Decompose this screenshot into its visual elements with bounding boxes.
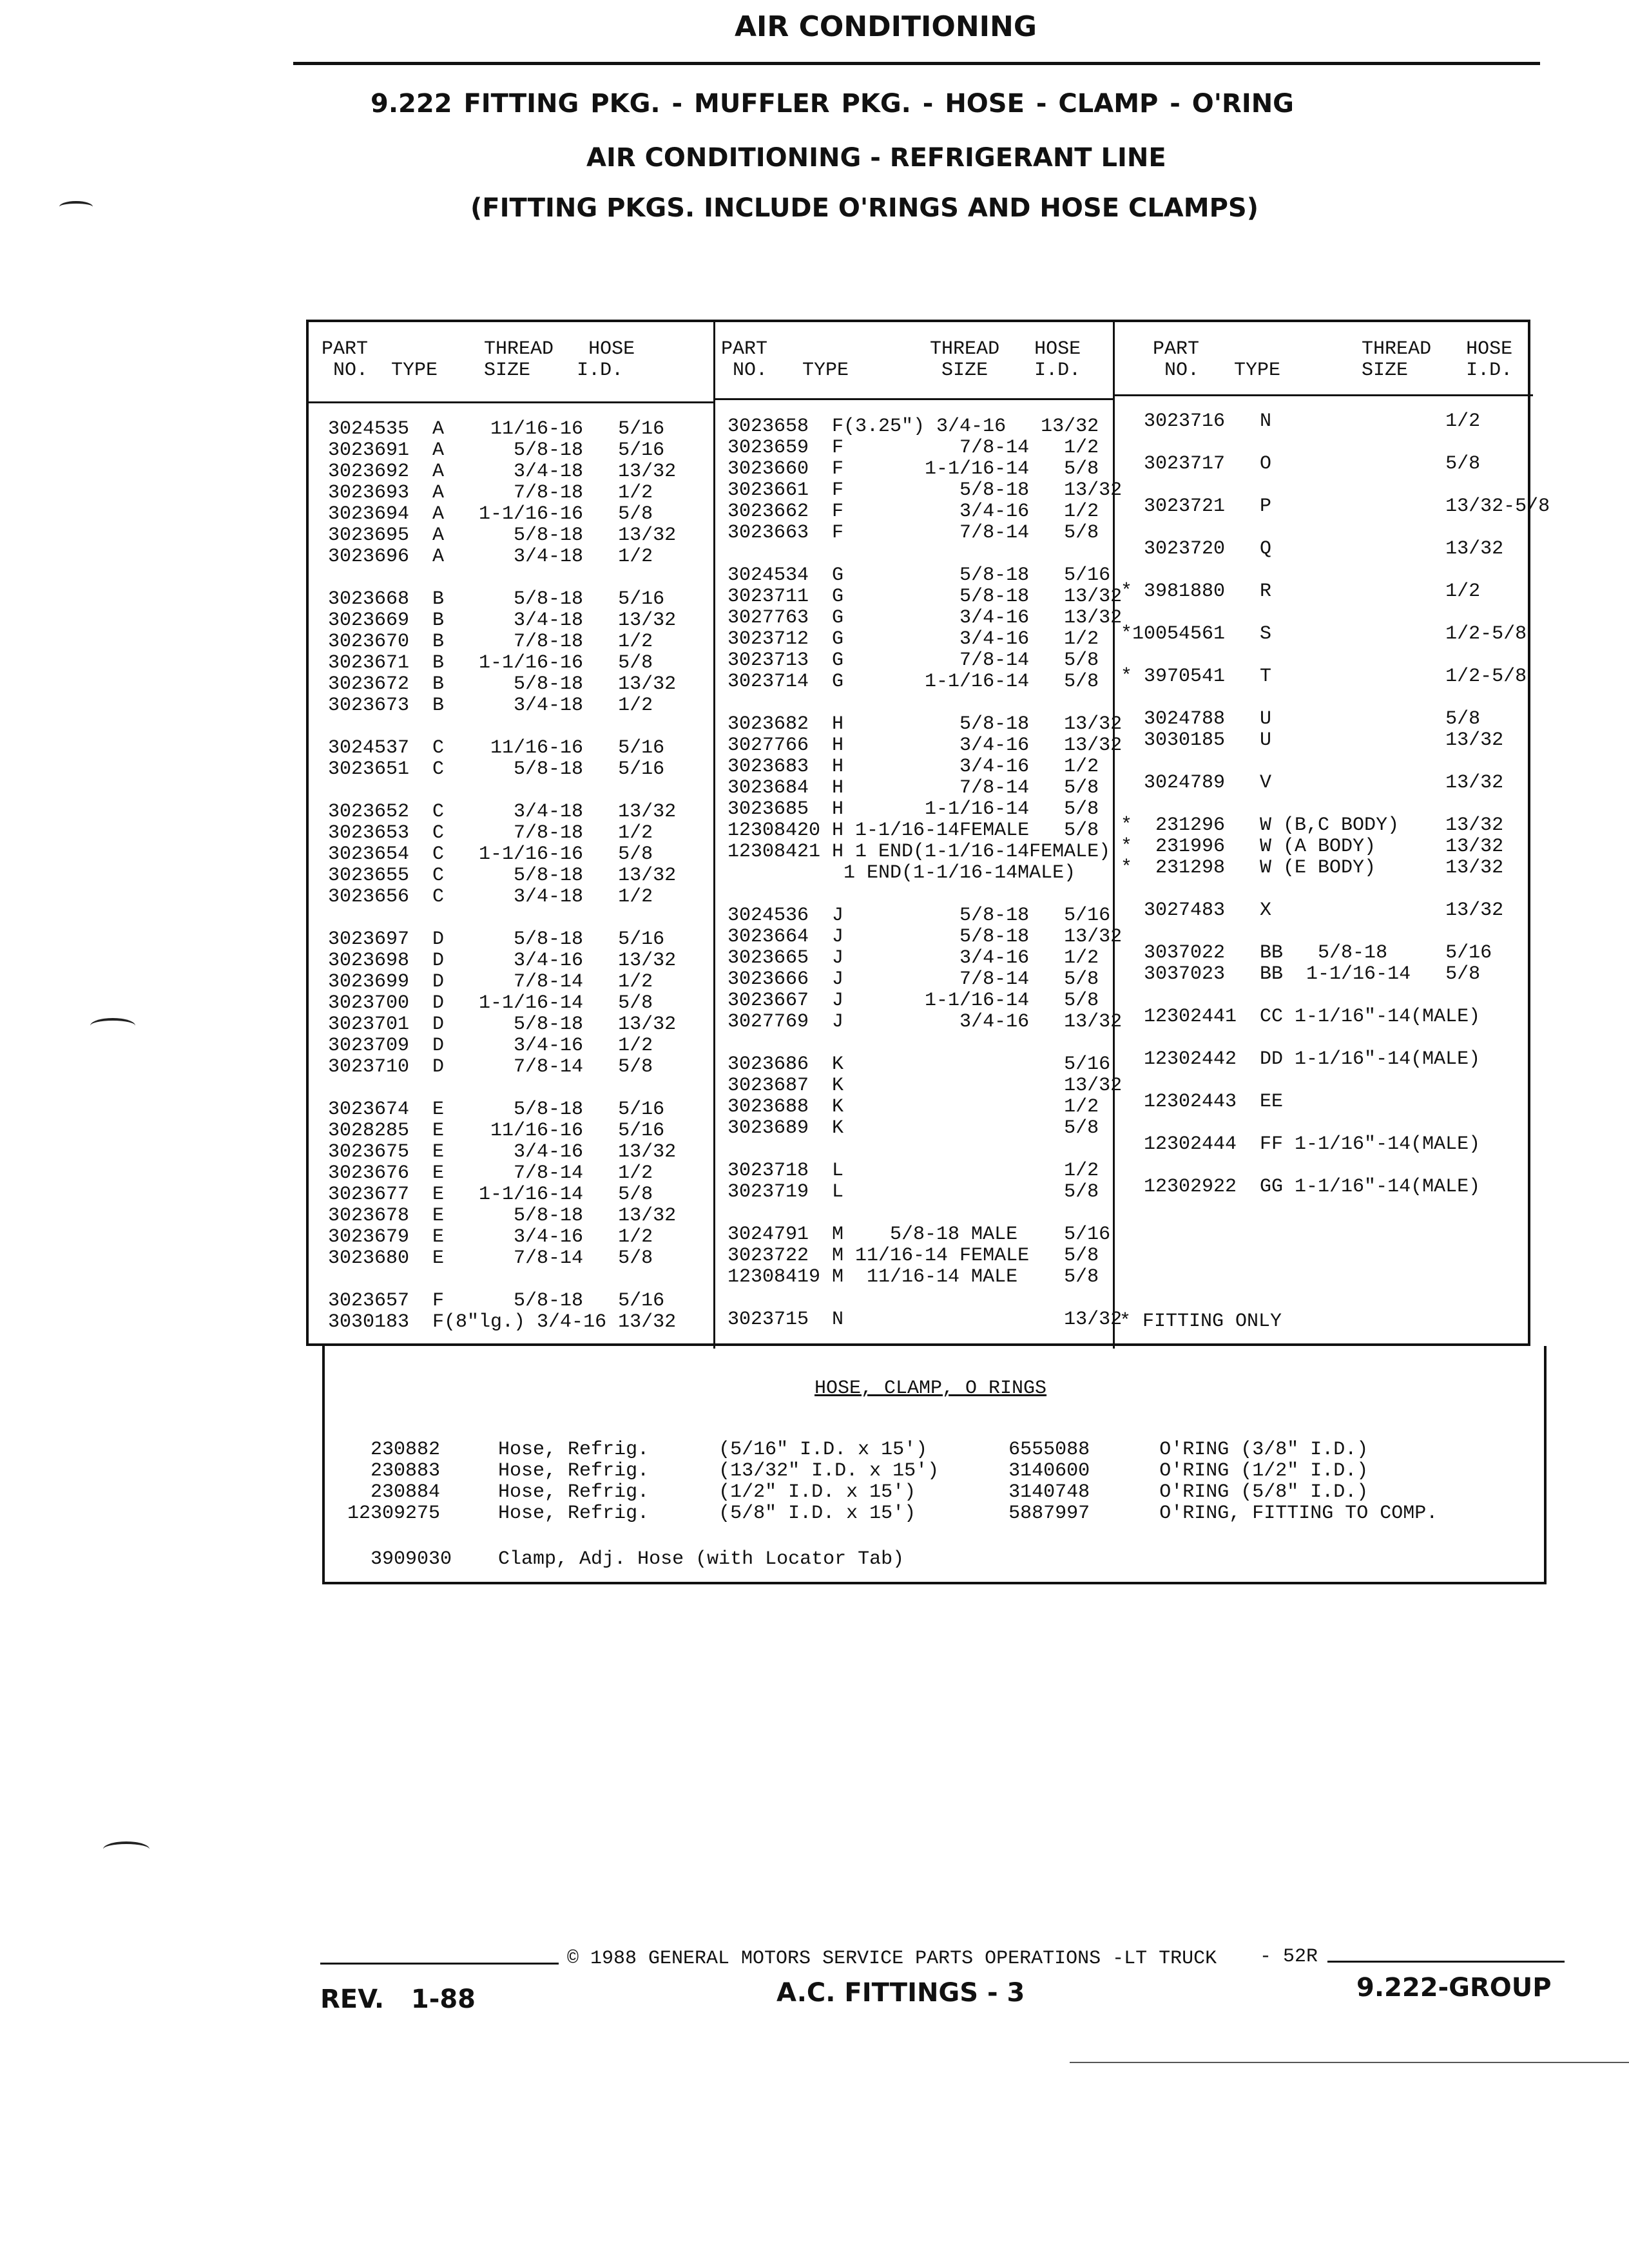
hose-section-title: HOSE, CLAMP, O RINGS	[815, 1378, 1047, 1399]
middle-part-row: 3027766 H 3/4-16 13/32	[728, 735, 1123, 756]
right-part-row: * 231996 W (A BODY) 13/32	[1121, 836, 1504, 858]
left-part-row: 3023671 B 1-1/16-16 5/8	[328, 652, 653, 674]
column-divider-1	[713, 322, 715, 1349]
right-part-spacer	[1121, 751, 1550, 773]
right-part-row: 3023721 P 13/32-5/8	[1121, 495, 1550, 517]
left-part-row: 3023691 A 5/8-18 5/16	[328, 439, 665, 461]
left-part-row: 3023675 E 3/4-16 13/32	[328, 1141, 677, 1163]
middle-part-row: 3023663 F 7/8-14 5/8	[728, 522, 1099, 544]
left-part-row: 3023709 D 3/4-16 1/2	[328, 1035, 653, 1057]
left-part-row: 3023699 D 7/8-14 1/2	[328, 971, 653, 993]
middle-part-spacer	[728, 693, 1122, 714]
left-part-spacer	[328, 780, 676, 802]
left-part-row: 3023680 E 7/8-14 5/8	[328, 1247, 653, 1269]
left-column-header: PART THREAD HOSE NO. TYPE SIZE I.D.	[322, 338, 635, 381]
middle-part-spacer	[728, 1288, 1122, 1309]
right-part-row: 3027483 X 13/32	[1121, 899, 1504, 921]
header-rule	[293, 62, 1540, 65]
bottom-edge-rule	[1070, 2062, 1629, 2063]
left-column-list	[328, 419, 676, 1333]
left-part-row: 3023656 C 3/4-18 1/2	[328, 886, 653, 908]
hose-item-row: 230884 Hose, Refrig. (1/2" I.D. x 15') 3140748 O'RING (5/8" I.D.)	[347, 1481, 1369, 1503]
right-part-spacer	[1121, 517, 1550, 539]
right-part-spacer	[1121, 1155, 1550, 1177]
right-part-row: 3023716 N 1/2	[1121, 410, 1481, 432]
parts-table	[306, 320, 1550, 1346]
left-part-spacer	[328, 716, 676, 738]
middle-part-row: 3023714 G 1-1/16-14 5/8	[728, 671, 1099, 693]
scan-mark-3	[103, 1841, 149, 1857]
middle-part-row: 12308420 H 1-1/16-14FEMALE 5/8	[728, 820, 1099, 841]
right-part-spacer	[1121, 645, 1550, 666]
left-part-row: 3023694 A 1-1/16-16 5/8	[328, 503, 653, 525]
middle-part-row: 3023658 F(3.25") 3/4-16 13/32	[728, 416, 1099, 437]
middle-part-row: 12308419 M 11/16-14 MALE 5/8	[728, 1266, 1099, 1288]
middle-part-row: 3027769 J 3/4-16 13/32	[728, 1011, 1123, 1033]
middle-part-row: 3023659 F 7/8-14 1/2	[728, 437, 1099, 459]
right-part-row: 3037022 BB 5/8-18 5/16	[1121, 942, 1492, 964]
left-part-row: 3023654 C 1-1/16-16 5/8	[328, 843, 653, 865]
right-part-spacer	[1121, 921, 1550, 943]
left-part-row: 3023651 C 5/8-18 5/16	[328, 758, 665, 780]
middle-part-row: 3023667 J 1-1/16-14 5/8	[728, 990, 1099, 1012]
left-part-row: 3023696 A 3/4-18 1/2	[328, 546, 653, 568]
left-part-row: 3030183 F(8"lg.) 3/4-16 13/32	[328, 1311, 677, 1333]
left-part-row: 3024535 A 11/16-16 5/16	[328, 418, 665, 440]
left-part-spacer	[328, 568, 676, 589]
right-column-header: PART THREAD HOSE NO. TYPE SIZE I.D.	[1153, 338, 1513, 381]
right-part-row: 3023717 O 5/8	[1121, 453, 1481, 475]
right-part-spacer	[1121, 475, 1550, 496]
middle-part-row: 3023715 N 13/32	[728, 1309, 1123, 1331]
left-part-row: 3023653 C 7/8-18 1/2	[328, 822, 653, 844]
middle-part-row: 3023664 J 5/8-18 13/32	[728, 926, 1123, 948]
page-title-line2: AIR CONDITIONING - REFRIGERANT LINE	[586, 143, 1166, 173]
left-part-row: 3023652 C 3/4-18 13/32	[328, 801, 677, 823]
right-part-row: 12302441 CC 1-1/16"-14(MALE)	[1121, 1006, 1481, 1028]
left-part-row: 3023710 D 7/8-14 5/8	[328, 1056, 653, 1078]
scan-mark-1	[59, 201, 93, 213]
header-divider-right	[1114, 394, 1533, 396]
revision-label: REV. 1-88	[320, 1984, 476, 2014]
right-part-spacer	[1121, 687, 1550, 709]
right-part-row: * 231296 W (B,C BODY) 13/32	[1121, 814, 1504, 836]
left-part-row: 3023695 A 5/8-18 13/32	[328, 524, 677, 546]
section-title: AIR CONDITIONING	[735, 10, 1037, 43]
middle-column-header: PART THREAD HOSE NO. TYPE SIZE I.D.	[721, 338, 1081, 381]
left-part-spacer	[328, 1078, 676, 1099]
left-part-row: 3023655 C 5/8-18 13/32	[328, 865, 677, 887]
left-part-row: 3028285 E 11/16-16 5/16	[328, 1120, 665, 1142]
middle-part-row: 3023719 L 5/8	[728, 1181, 1099, 1203]
middle-part-row: 3023718 L 1/2	[728, 1160, 1099, 1182]
middle-column-list	[728, 416, 1122, 1331]
left-part-spacer	[328, 908, 676, 929]
middle-part-row: 3023712 G 3/4-16 1/2	[728, 628, 1099, 650]
header-divider-mid	[715, 398, 1114, 400]
right-part-row: 12302443 EE	[1121, 1091, 1284, 1113]
middle-part-row: 3023711 G 5/8-18 13/32	[728, 586, 1123, 608]
middle-part-spacer	[728, 544, 1122, 565]
left-part-row: 3023698 D 3/4-16 13/32	[328, 950, 677, 972]
left-part-row: 3024537 C 11/16-16 5/16	[328, 737, 665, 759]
middle-part-row: 3024534 G 5/8-18 5/16	[728, 564, 1111, 586]
hose-item-row: 230883 Hose, Refrig. (13/32" I.D. x 15') 3140600 O'RING (1/2" I.D.)	[347, 1460, 1369, 1482]
page-title-line3: (FITTING PKGS. INCLUDE O'RINGS AND HOSE CLAMPS)	[470, 193, 1258, 223]
left-part-row: 3023669 B 3/4-18 13/32	[328, 610, 677, 631]
middle-part-row: 3023688 K 1/2	[728, 1096, 1099, 1118]
fitting-only-note: * FITTING ONLY	[1119, 1311, 1282, 1332]
middle-part-row: 3023683 H 3/4-16 1/2	[728, 756, 1099, 778]
hose-item-row: 12309275 Hose, Refrig. (5/8" I.D. x 15') 5887997 O'RING, FITTING TO COMP.	[347, 1503, 1438, 1524]
middle-part-row: 3023722 M 11/16-14 FEMALE 5/8	[728, 1245, 1099, 1267]
footer-rule-left	[320, 1963, 559, 1965]
right-part-row: * 231298 W (E BODY) 13/32	[1121, 857, 1504, 879]
clamp-row: 3909030 Clamp, Adj. Hose (with Locator Tab)	[347, 1548, 905, 1570]
right-part-spacer	[1121, 602, 1550, 624]
middle-part-spacer	[728, 1139, 1122, 1160]
right-part-row: 12302442 DD 1-1/16"-14(MALE)	[1121, 1048, 1481, 1070]
middle-part-row: 3023687 K 13/32	[728, 1075, 1123, 1097]
middle-part-row: 3024791 M 5/8-18 MALE 5/16	[728, 1224, 1111, 1245]
middle-part-row: 3023662 F 3/4-16 1/2	[728, 501, 1099, 523]
right-part-row: 3024789 V 13/32	[1121, 772, 1504, 794]
left-part-row: 3023670 B 7/8-18 1/2	[328, 631, 653, 653]
left-part-row: 3023679 E 3/4-16 1/2	[328, 1226, 653, 1248]
middle-part-row: 3023684 H 7/8-14 5/8	[728, 777, 1099, 799]
right-part-spacer	[1121, 1028, 1550, 1049]
left-part-row: 3023674 E 5/8-18 5/16	[328, 1099, 665, 1120]
middle-part-row: 3027763 G 3/4-16 13/32	[728, 607, 1123, 629]
page-title-line1: 9.222 FITTING PKG. - MUFFLER PKG. - HOSE - CLAMP - O'RING	[371, 89, 1295, 119]
header-divider-left	[309, 401, 715, 403]
right-part-spacer	[1121, 794, 1550, 815]
footer-rule-right	[1327, 1961, 1565, 1963]
hose-item-row: 230882 Hose, Refrig. (5/16" I.D. x 15') 6555088 O'RING (3/8" I.D.)	[347, 1439, 1369, 1461]
left-part-row: 3023677 E 1-1/16-14 5/8	[328, 1184, 653, 1206]
middle-part-row: 3023685 H 1-1/16-14 5/8	[728, 798, 1099, 820]
left-part-row: 3023700 D 1-1/16-14 5/8	[328, 992, 653, 1014]
right-part-row: * 3981880 R 1/2	[1121, 581, 1481, 602]
right-part-row: * 3970541 T 1/2-5/8	[1121, 666, 1527, 687]
right-part-row: 3030185 U 13/32	[1121, 729, 1504, 751]
middle-part-row: 3023689 K 5/8	[728, 1117, 1099, 1139]
footer-center-title: A.C. FITTINGS - 3	[776, 1978, 1025, 2008]
middle-part-row: 3023713 G 7/8-14 5/8	[728, 649, 1099, 671]
right-part-row: 12302922 GG 1-1/16"-14(MALE)	[1121, 1176, 1481, 1198]
right-part-row: *10054561 S 1/2-5/8	[1121, 623, 1527, 645]
left-part-row: 3023678 E 5/8-18 13/32	[328, 1205, 677, 1227]
right-part-row: 12302444 FF 1-1/16"-14(MALE)	[1121, 1133, 1481, 1155]
right-part-row: 3024788 U 5/8	[1121, 708, 1481, 730]
left-part-spacer	[328, 1269, 676, 1291]
group-label: 9.222-GROUP	[1356, 1973, 1552, 2003]
middle-part-spacer	[728, 884, 1122, 905]
middle-part-row: 3023660 F 1-1/16-14 5/8	[728, 458, 1099, 480]
middle-part-spacer	[728, 1033, 1122, 1054]
left-part-row: 3023668 B 5/8-18 5/16	[328, 588, 665, 610]
right-part-spacer	[1121, 879, 1550, 900]
right-part-spacer	[1121, 1070, 1550, 1091]
middle-part-row: 1 END(1-1/16-14MALE)	[728, 862, 1076, 884]
right-part-spacer	[1121, 432, 1550, 454]
right-part-spacer	[1121, 560, 1550, 581]
left-part-row: 3023672 B 5/8-18 13/32	[328, 673, 677, 695]
left-part-row: 3023701 D 5/8-18 13/32	[328, 1014, 677, 1035]
right-part-spacer	[1121, 1113, 1550, 1134]
copyright-text: © 1988 GENERAL MOTORS SERVICE PARTS OPERATIONS -LT TRUCK	[567, 1948, 1217, 1970]
scan-mark-2	[90, 1018, 135, 1033]
right-part-row: 3037023 BB 1-1/16-14 5/8	[1121, 963, 1481, 985]
page-number: - 52R	[1260, 1946, 1318, 1968]
right-part-spacer	[1121, 985, 1550, 1006]
right-part-row: 3023720 Q 13/32	[1121, 538, 1504, 560]
middle-part-row: 3024536 J 5/8-18 5/16	[728, 905, 1111, 927]
hose-section-rows	[347, 1439, 1438, 1524]
middle-part-row: 12308421 H 1 END(1-1/16-14FEMALE)	[728, 841, 1111, 863]
left-part-row: 3023676 E 7/8-14 1/2	[328, 1162, 653, 1184]
middle-part-row: 3023665 J 3/4-16 1/2	[728, 947, 1099, 969]
left-part-row: 3023673 B 3/4-18 1/2	[328, 695, 653, 716]
left-part-row: 3023657 F 5/8-18 5/16	[328, 1290, 665, 1312]
middle-part-spacer	[728, 1203, 1122, 1224]
right-column-list	[1121, 411, 1550, 1198]
left-part-row: 3023697 D 5/8-18 5/16	[328, 928, 665, 950]
middle-part-row: 3023661 F 5/8-18 13/32	[728, 479, 1123, 501]
middle-part-row: 3023682 H 5/8-18 13/32	[728, 713, 1123, 735]
left-part-row: 3023692 A 3/4-18 13/32	[328, 461, 677, 483]
middle-part-row: 3023666 J 7/8-14 5/8	[728, 968, 1099, 990]
left-part-row: 3023693 A 7/8-18 1/2	[328, 482, 653, 504]
middle-part-row: 3023686 K 5/16	[728, 1053, 1111, 1075]
hose-clamp-oring-box	[322, 1346, 1547, 1584]
